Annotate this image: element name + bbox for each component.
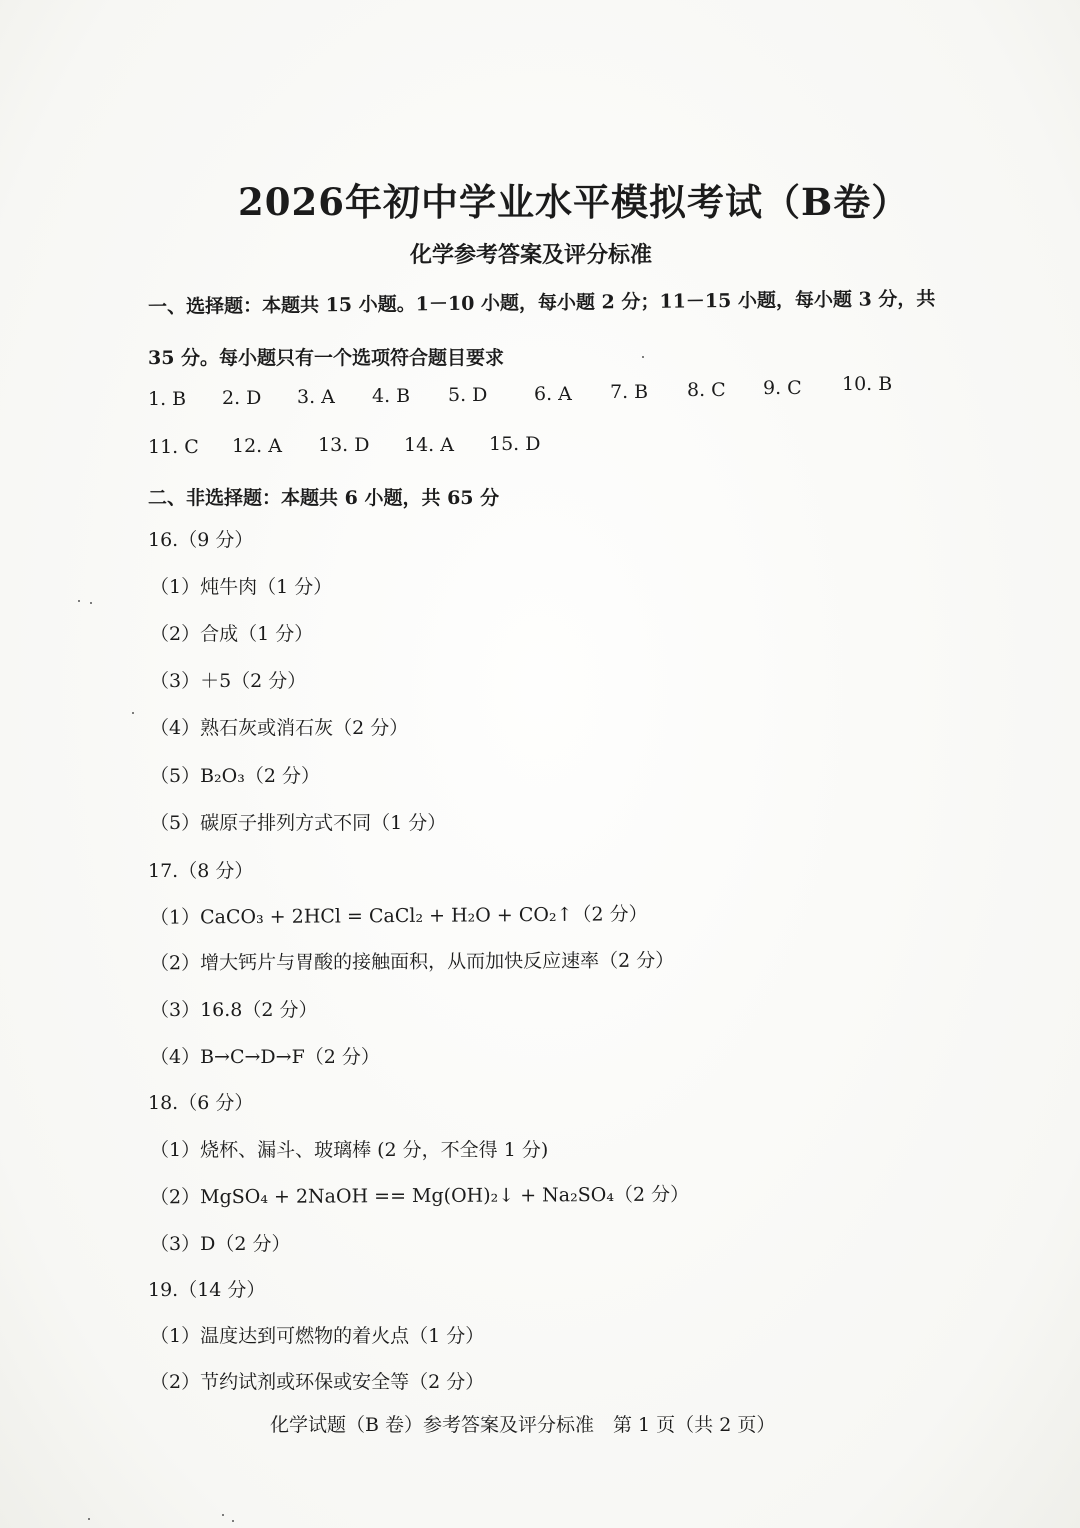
scan-speck xyxy=(642,356,644,358)
q16-part5b: （5）碳原子排列方式不同（1 分） xyxy=(150,812,447,834)
answer-13: 13. D xyxy=(318,434,370,456)
scan-speck xyxy=(132,712,134,714)
q16-part4: （4）熟石灰或消石灰（2 分） xyxy=(150,717,409,739)
answer-3: 3. A xyxy=(297,386,335,408)
answer-10: 10. B xyxy=(842,373,893,395)
q17-part3: （3）16.8（2 分） xyxy=(150,999,318,1021)
answer-6: 6. A xyxy=(534,383,572,405)
scan-speck xyxy=(88,1518,90,1520)
q19-part1: （1）温度达到可燃物的着火点（1 分） xyxy=(150,1325,485,1347)
q19-header: 19.（14 分） xyxy=(148,1279,266,1301)
q18-part3: （3）D（2 分） xyxy=(150,1233,291,1255)
section1-header-line1: 一、选择题：本题共 15 小题。1－10 小题，每小题 2 分；11－15 小题，每小题 3 分，共 xyxy=(147,287,936,319)
q16-part3: （3）＋5（2 分） xyxy=(150,670,307,692)
scan-speck xyxy=(78,600,80,602)
page-title: 2026年初中学业水平模拟考试（B卷） xyxy=(238,180,910,224)
answer-1: 1. B xyxy=(148,388,187,410)
answer-5: 5. D xyxy=(448,384,488,406)
q18-part1: （1）烧杯、漏斗、玻璃棒 (2 分，不全得 1 分) xyxy=(150,1139,549,1161)
q17-header: 17.（8 分） xyxy=(148,860,254,882)
scan-speck xyxy=(222,1514,224,1516)
scan-speck xyxy=(232,1520,234,1522)
answer-7: 7. B xyxy=(610,381,649,403)
q18-header: 18.（6 分） xyxy=(148,1092,254,1114)
q18-part2: （2）MgSO₄ + 2NaOH == Mg(OH)₂↓ + Na₂SO₄（2 分） xyxy=(149,1183,690,1209)
answer-9: 9. C xyxy=(763,377,802,399)
page-footer: 化学试题（B 卷）参考答案及评分标准 第 1 页（共 2 页） xyxy=(270,1414,776,1436)
answer-11: 11. C xyxy=(148,436,199,458)
q16-header: 16.（9 分） xyxy=(148,529,254,551)
answer-4: 4. B xyxy=(372,385,411,407)
answer-8: 8. C xyxy=(687,379,726,401)
q17-part4: （4）B→C→D→F（2 分） xyxy=(150,1046,380,1068)
q17-part1: （1）CaCO₃ + 2HCl = CaCl₂ + H₂O + CO₂↑（2 分） xyxy=(149,903,648,929)
scan-speck xyxy=(90,602,92,604)
section2-header: 二、非选择题：本题共 6 小题，共 65 分 xyxy=(148,487,500,509)
answer-2: 2. D xyxy=(222,387,262,409)
answer-15: 15. D xyxy=(489,433,541,455)
q17-part2: （2）增大钙片与胃酸的接触面积，从而加快反应速率（2 分） xyxy=(149,949,675,975)
q16-part2: （2）合成（1 分） xyxy=(150,623,314,645)
section1-header-line2: 35 分。每小题只有一个选项符合题目要求 xyxy=(148,347,505,369)
q16-part1: （1）炖牛肉（1 分） xyxy=(150,576,333,598)
answer-12: 12. A xyxy=(232,435,282,457)
q19-part2: （2）节约试剂或环保或安全等（2 分） xyxy=(150,1371,485,1393)
q16-part5: （5）B₂O₃（2 分） xyxy=(150,765,320,787)
page-subtitle: 化学参考答案及评分标准 xyxy=(410,242,653,268)
answer-14: 14. A xyxy=(404,434,454,456)
